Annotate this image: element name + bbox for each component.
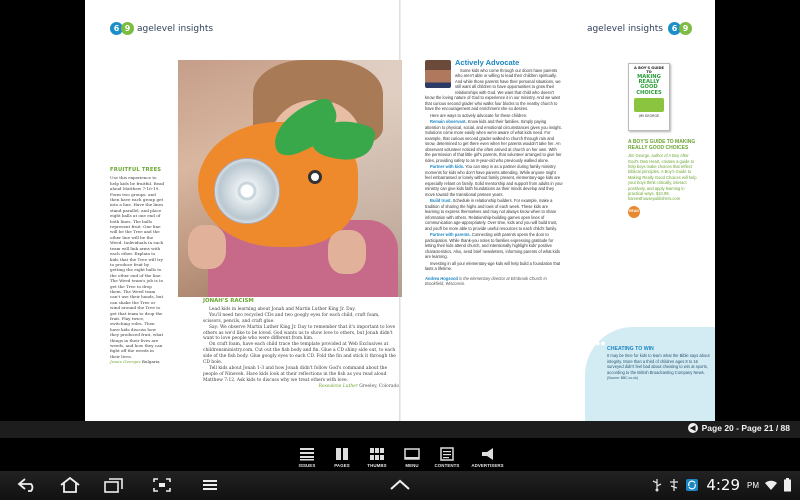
age-start-badge-right: 6: [668, 22, 681, 35]
tip2-label: Partner with kids.: [430, 164, 465, 169]
book-promo-title: A BOY'S GUIDE TO MAKING REALLY GOOD CHOICES: [628, 139, 696, 151]
advertisers-icon: [480, 447, 496, 461]
issues-label: ISSUES: [298, 463, 316, 468]
contents-label: CONTENTS: [434, 463, 460, 468]
overflow-menu-button[interactable]: [198, 476, 222, 494]
book-promo: [628, 140, 698, 218]
tip1-label: Remain observant.: [430, 119, 467, 124]
book-cover-author: JIM GEORGE: [638, 113, 660, 118]
recent-apps-icon: [103, 477, 125, 493]
age-end-badge: 9: [121, 22, 134, 35]
tip4-text: Connecting with parents opens the door to participation. While thank-you notes to families expressing gratitude for letting their kids attend church, and intentionally highlight kids' positive characteristics. Also, send brief newsletters, informing parents of what kids are learning.: [425, 232, 560, 259]
jonahs-racism-p1: Lead kids in learning about Jonah and Martin Luther King Jr. Day.: [209, 306, 356, 312]
author-bio: is the elementary director at Elmbrook Church in Brookfield, Wisconsin.: [425, 275, 547, 286]
tip2-text: You can step in as a partner during family ministry moments for kids who don't have parents attending. While anyone might feel embarrassed or lonely without family present, elementary-age kids are especially reliant on family. Solid mentorship and support from adults in your ministry can give kids faith foundations as their minds develop and they move toward the transitional preteen years.: [425, 164, 563, 197]
age-end-badge-right: 9: [679, 22, 692, 35]
cheating-to-win-box: [585, 327, 715, 421]
debug-icon: [668, 478, 680, 492]
tip3-text: Schedule in relationship builders. For example, make a tradition of sharing the highs and lows of each week. These kids are learning to express themselves and may not always know when to share information with others. Relationship-building games open lines of communication age-appropriately. Over time, kids and you will build trust, and you'll be more able to provide useful resources to each child's family.: [425, 198, 558, 231]
status-area[interactable]: [651, 474, 792, 496]
thumbs-button[interactable]: [364, 438, 391, 471]
cheating-body: It may be time for kids to learn what the Bible says about integrity. More than a third of children ages 8 to 16 surveyed didn't feel bad about cheating to win at sports, according to the British Broadcasting Company News.: [607, 353, 710, 375]
clock-suffix: PM: [747, 480, 759, 490]
book-cover-line2: MAKING REALLY GOOD CHOICES: [636, 74, 662, 96]
show-toolbar-button[interactable]: [388, 476, 412, 494]
section-title-right: agelevel insights: [586, 23, 663, 34]
issues-icon: [299, 447, 315, 461]
fruitful-trees-location: Bulgaria: [141, 359, 160, 365]
usb-icon: [651, 478, 663, 492]
fruitful-trees-body: Use this experience to help kids be fruitful. Read aloud Matthew 7:16-19. Form two groups, and then have each group get into a line. Have the lines stand parallel, and place eight balls at one end of both lines. The balls represent fruit. One line will be the Tree and the other line will be the Weed. Individuals in each team will link arms with each other. Explain to kids that the Tree will try to produce fruit by getting the eight balls to the other end of the line. The Weed team's job is to get the Tree to drop them. The Weed team can't use their hands, but can shake the Tree or wind around the Tree to get that team to drop the fruit. Play twice, switching roles. Then have kids discuss how they produced fruit, what things in their lives are weeds, and how they can fight off the weeds in their lives.: [110, 175, 165, 359]
advertisers-label: ADVERTISERS: [471, 463, 504, 468]
jonahs-racism-p3: Say: We observe Martin Luther King Jr. Day to remember that it's important to love others as we'd like to be loved. God wants us to show love to others, but Jonah didn't want to love people who were different from him.: [203, 324, 396, 342]
age-start-badge: 6: [110, 22, 123, 35]
wifi-icon: [764, 479, 778, 491]
tip1-text: Know kids and their families. Simply paying attention to physical, social, and emotional circumstances gives you insight. Solutions come more easily when we're aware of what kids need. For example, that curious second grader walked to church through rain and snow, determined to get there even when her parents wouldn't take her. An observant volunteer noticed she often arrived at church on her own. With the permission of that little girl's parents, that volunteer arranged to give her rides, providing safety to an 8-year-old who previously walked alone.: [425, 119, 562, 163]
age-badge: [110, 22, 132, 35]
clock: 4:29: [706, 476, 740, 494]
jonahs-racism-location: Greeley, Colorado: [359, 383, 399, 389]
pages-icon: [334, 447, 350, 461]
magazine-spread[interactable]: [85, 0, 715, 421]
back-icon: [17, 478, 39, 492]
dots-decoration-icon: ●●: [595, 338, 606, 348]
actively-advocate-article: [425, 60, 563, 288]
advocate-lead: Here are ways to actively advocate for these children.: [430, 112, 528, 118]
jonahs-racism-p5: Tell kids about Jonah 1-3 and how Jonah didn't follow God's command about the people of Nineveh. Have kids look at their reflections in the fish as you read aloud Matthew 7:12. Ask kids to discuss why we treat others with love.: [203, 365, 388, 383]
header-right: [587, 22, 690, 35]
author-name: Andrea Hogsood: [425, 275, 458, 281]
jonahs-racism-p4: On craft foam, have each child trace the template provided at Web Exclusives at childrensministry.com. Cut out the fish body and fin. Glue a CD shiny side out, to each side of the fish body. Glue googly eyes to each CD. Fold the fin and stick it through the CD hole.: [203, 342, 396, 366]
section-title-left: agelevel insights: [137, 23, 214, 34]
read-icon: [628, 206, 640, 218]
book-cover-art: [634, 98, 664, 112]
age-badge-right: [668, 22, 690, 35]
header-left: [110, 22, 213, 35]
actively-advocate-title: Actively Advocate: [455, 58, 520, 67]
home-icon: [59, 477, 81, 493]
contents-icon: [439, 447, 455, 461]
author-portrait: [425, 60, 451, 88]
contents-button[interactable]: [434, 438, 461, 471]
googly-eye: [308, 170, 322, 184]
menu-lines-icon: [202, 478, 218, 492]
sync-icon: [685, 478, 699, 492]
book-cover[interactable]: [628, 63, 670, 131]
tip4-label: Partner with parents.: [430, 232, 471, 237]
screenshot-button[interactable]: [150, 476, 174, 494]
screenshot-icon: [152, 477, 172, 493]
fruitful-trees-credit: Jessie Georges: [110, 359, 141, 365]
jonahs-racism-p2: You'll need two recycled CDs and two googly eyes for each child, craft foam, scissors, pencils, and craft glue.: [203, 312, 380, 324]
pages-label: PAGES: [334, 463, 350, 468]
advocate-closing: Investing in all your elementary-age kids will help build a foundation that lasts a lifetime.: [425, 260, 561, 271]
jonahs-racism-title: JONAH'S RACISM: [203, 298, 254, 304]
system-nav-bar: [0, 471, 800, 500]
tip3-label: Build trust.: [430, 198, 452, 203]
photo-hand: [328, 230, 366, 274]
advocate-intro: Some kids who come through our doors have parents who aren't able or willing to lead their children spiritually. And while those parents have their personal situations, we still want all children to have opportunities to grow their relationships with God. We want that child who doesn't know the loving nature of God to experience it in our ministry. And we want that curious second grader who walks four blocks to the nearby church to have the encouragement and enrichment she so desires.: [425, 67, 561, 111]
back-button[interactable]: [16, 476, 40, 494]
page-indicator[interactable]: [688, 423, 790, 433]
up-chevron-icon: [389, 479, 411, 491]
book-promo-text: Jim George, author of A Boy After God's Own Heart, creates a guide to help boys make choices that reflect biblical principles. A Boy's Guide to Making Really Good Choices will help your boys think critically, interact positively, and apply learning in practical ways. $10.99, harvesthousepublishers.com: [628, 153, 697, 202]
previous-page-icon[interactable]: ◀: [688, 423, 698, 433]
thumbs-label: THUMBS: [367, 463, 387, 468]
girl-with-fish-craft-photo: [178, 60, 402, 297]
book-cover-line1: A BOY'S GUIDE TO: [634, 66, 664, 74]
jonahs-racism-article: [203, 299, 399, 390]
battery-icon: [783, 478, 792, 492]
page-indicator-bar: [0, 421, 800, 438]
cheating-source: (Source: BBC.co.uk): [607, 376, 638, 381]
recent-apps-button[interactable]: [102, 476, 126, 494]
cd-disc: [214, 158, 280, 224]
home-button[interactable]: [58, 476, 82, 494]
page-indicator-text: Page 20 - Page 21 / 88: [701, 423, 790, 433]
fruitful-trees-article: [110, 168, 165, 365]
read-icon-label: READ: [629, 209, 639, 214]
issues-button[interactable]: [294, 438, 321, 471]
menu-label: MENU: [405, 463, 419, 468]
jonahs-racism-credit: Rosealene Luther: [318, 383, 358, 389]
cheating-title: CHEATING TO WIN: [607, 346, 654, 352]
reader-toolbar: [0, 438, 800, 471]
thumbs-icon: [369, 447, 385, 461]
pages-button[interactable]: [329, 438, 356, 471]
menu-button[interactable]: [399, 438, 426, 471]
photo-hand: [188, 225, 226, 269]
fruitful-trees-title: FRUITFUL TREES: [110, 167, 162, 173]
advertisers-button[interactable]: [469, 438, 507, 471]
menu-icon: [404, 447, 420, 461]
